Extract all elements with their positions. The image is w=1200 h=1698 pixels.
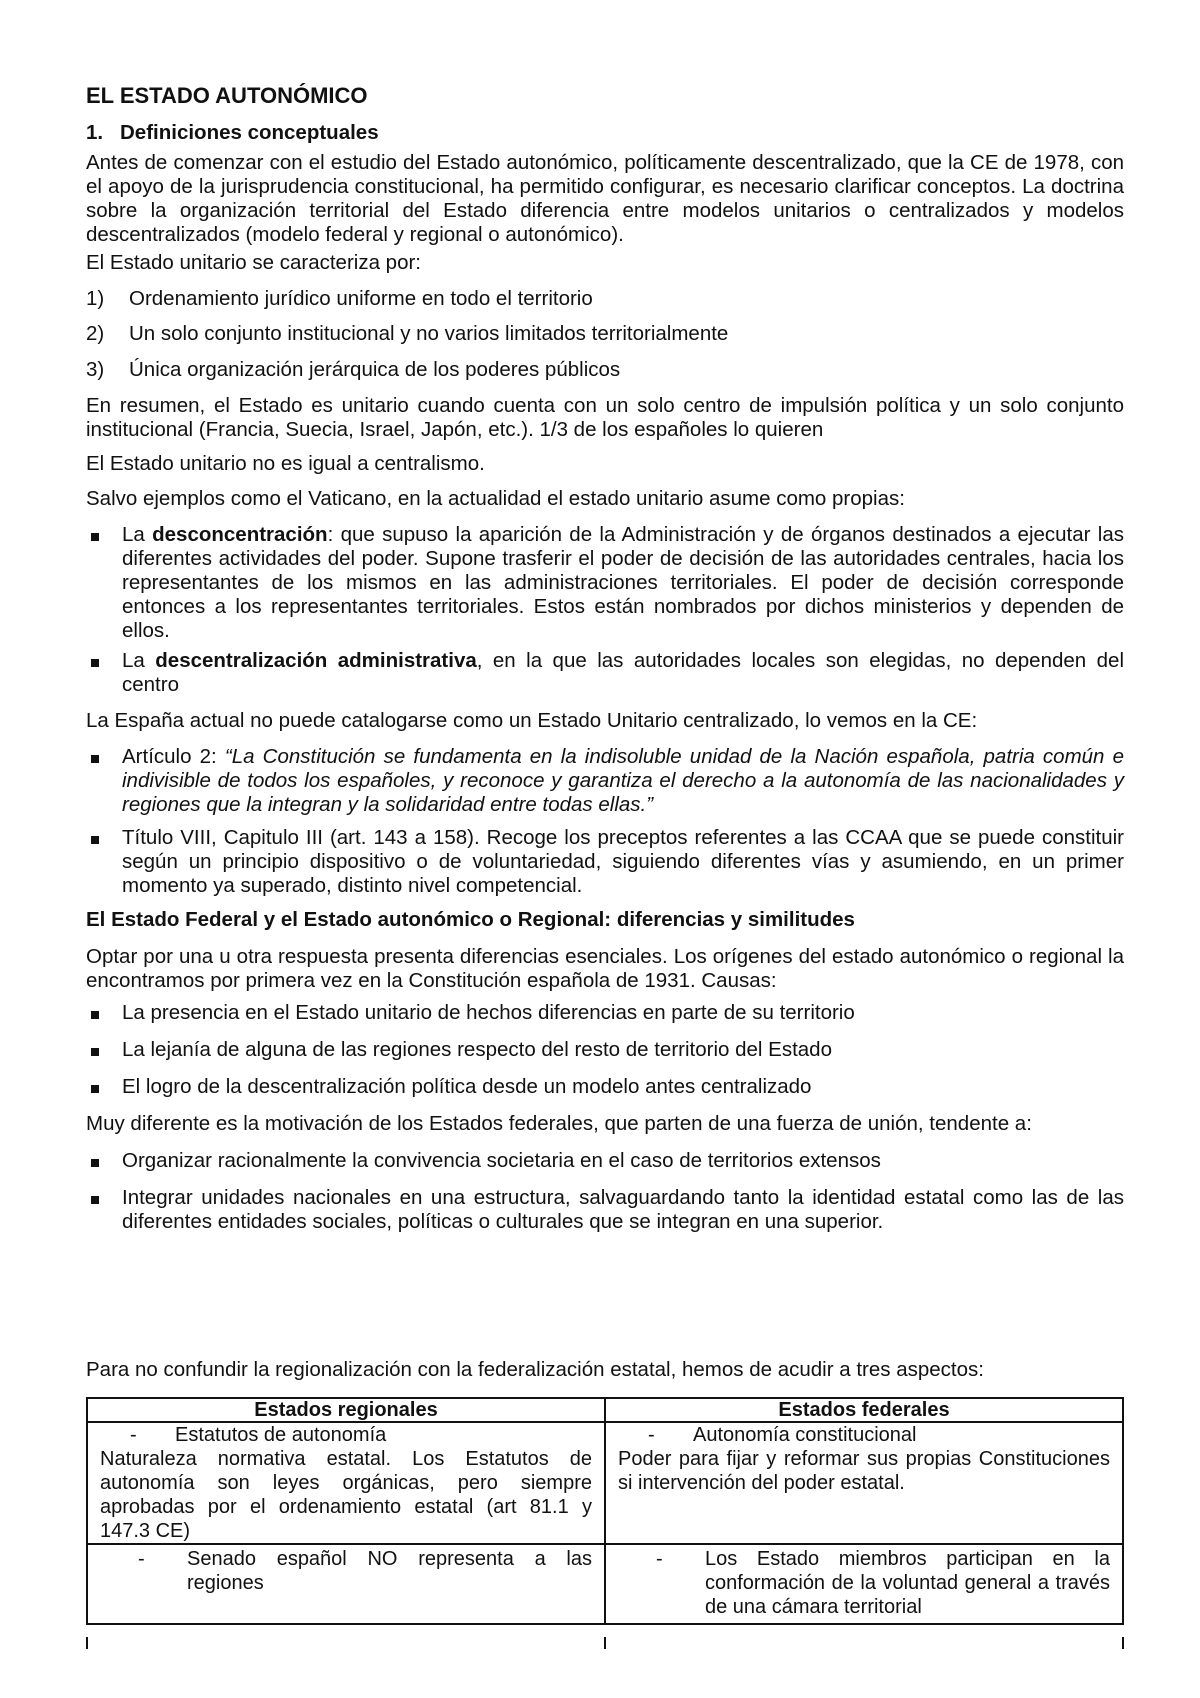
bullet-marker xyxy=(91,755,99,763)
bullet-item: El logro de la descentralización política desde un modelo antes centralizado xyxy=(86,1075,1124,1099)
bullet-marker xyxy=(91,1011,99,1019)
paragraph-aspectos: Para no confundir la regionalización con la federalización estatal, hemos de acudir a tres aspectos: xyxy=(86,1358,984,1381)
bullet-marker xyxy=(91,836,99,844)
paragraph-optar: Optar por una u otra respuesta presenta diferencias esenciales. Los orígenes del estado autonómico o regional la encontramos por primera vez en la Constitución española de 1931. Causas: xyxy=(86,945,1124,992)
table-header: Estados federales xyxy=(605,1398,1123,1422)
paragraph-intro: Antes de comenzar con el estudio del Estado autonómico, políticamente descentralizado, que la CE de 1978, con el apoyo de la jurisprudencia constitucional, ha permitido configurar, es necesario clarificar conceptos. La doctrina sobre la organización territorial del Estado diferencia entre modelos unitarios o centralizados y modelos descentralizados (modelo federal y regional o autonómico). xyxy=(86,151,1124,246)
table-cell: - Autonomía constitucional Poder para fijar y reformar sus propias Constituciones si intervención del poder estatal. xyxy=(605,1422,1123,1544)
bullet-item: La presencia en el Estado unitario de hechos diferencias en parte de su territorio xyxy=(86,1001,1124,1025)
document-title: EL ESTADO AUTONÓMICO xyxy=(86,83,368,108)
bullet-item: Artículo 2: “La Constitución se fundamenta en la indisoluble unidad de la Nación española, patria común e indivisible de todos los españoles, y reconoce y garantiza el derecho a la autonomía de las nacionalidades y regiones que la integran y la solidaridad entre todas ellas.” xyxy=(86,745,1124,817)
bullet-marker xyxy=(91,1159,99,1167)
numbered-item: 1) Ordenamiento jurídico uniforme en todo el territorio xyxy=(86,287,593,310)
paragraph-espana: La España actual no puede catalogarse como un Estado Unitario centralizado, lo vemos en la CE: xyxy=(86,709,978,732)
paragraph-centralismo: El Estado unitario no es igual a centralismo. xyxy=(86,452,485,475)
bullet-item: La lejanía de alguna de las regiones respecto del resto de territorio del Estado xyxy=(86,1038,1124,1062)
table-continuation xyxy=(86,1637,1124,1649)
paragraph-federales: Muy diferente es la motivación de los Estados federales, que parten de una fuerza de unión, tendente a: xyxy=(86,1112,1032,1135)
bullet-marker xyxy=(91,1048,99,1056)
numbered-item: 2) Un solo conjunto institucional y no varios limitados territorialmente xyxy=(86,322,729,345)
bullet-marker xyxy=(91,1085,99,1093)
section-heading-1: 1. Definiciones conceptuales xyxy=(86,121,379,144)
bullet-marker xyxy=(91,533,99,541)
table-cell: - Senado español NO representa a las regiones xyxy=(87,1544,605,1624)
comparison-table xyxy=(86,1397,1124,1625)
table-row xyxy=(87,1544,1123,1624)
bullet-marker xyxy=(91,1196,99,1204)
numbered-item: 3) Única organización jerárquica de los poderes públicos xyxy=(86,358,621,381)
table-cell: - Los Estado miembros participan en la conformación de la voluntad general a través de una cámara territorial xyxy=(605,1544,1123,1624)
bullet-item: Organizar racionalmente la convivencia societaria en el caso de territorios extensos xyxy=(86,1149,1124,1173)
bullet-item: Título VIII, Capitulo III (art. 143 a 158). Recoge los preceptos referentes a las CCAA que se puede constituir según un principio dispositivo o de voluntariedad, siguiendo diferentes vías y asumiendo, en un primer momento ya superado, distinto nivel competencial. xyxy=(86,826,1124,898)
bullet-marker xyxy=(91,659,99,667)
paragraph-resumen: En resumen, el Estado es unitario cuando cuenta con un solo centro de impulsión política y un solo conjunto institucional (Francia, Suecia, Israel, Japón, etc.). 1/3 de los españoles lo quieren xyxy=(86,394,1124,441)
table-row xyxy=(87,1422,1123,1544)
section-heading-2: El Estado Federal y el Estado autonómico o Regional: diferencias y similitudes xyxy=(86,908,855,931)
paragraph-unitario: El Estado unitario se caracteriza por: xyxy=(86,251,421,274)
table-cell: - Estatutos de autonomía Naturaleza normativa estatal. Los Estatutos de autonomía son leyes orgánicas, pero siempre aprobadas por el ordenamiento estatal (art 81.1 y 147.3 CE) xyxy=(87,1422,605,1544)
table-header-row xyxy=(87,1398,1123,1422)
paragraph-vaticano: Salvo ejemplos como el Vaticano, en la actualidad el estado unitario asume como propias: xyxy=(86,487,905,510)
bullet-item: La descentralización administrativa, en la que las autoridades locales son elegidas, no dependen del centro xyxy=(86,649,1124,697)
bullet-item: La desconcentración: que supuso la aparición de la Administración y de órganos destinados a ejecutar las diferentes actividades del poder. Supone trasferir el poder de decisión de las autoridades centrales, hacia los representantes de los mismos en las administraciones territoriales. El poder de decisión corresponde entonces a los representantes territoriales. Estos están nombrados por dichos ministerios y dependen de ellos. xyxy=(86,523,1124,643)
table-header: Estados regionales xyxy=(87,1398,605,1422)
bullet-item: Integrar unidades nacionales en una estructura, salvaguardando tanto la identidad estatal como las de las diferentes entidades sociales, políticas o culturales que se integran en una superior. xyxy=(86,1186,1124,1234)
